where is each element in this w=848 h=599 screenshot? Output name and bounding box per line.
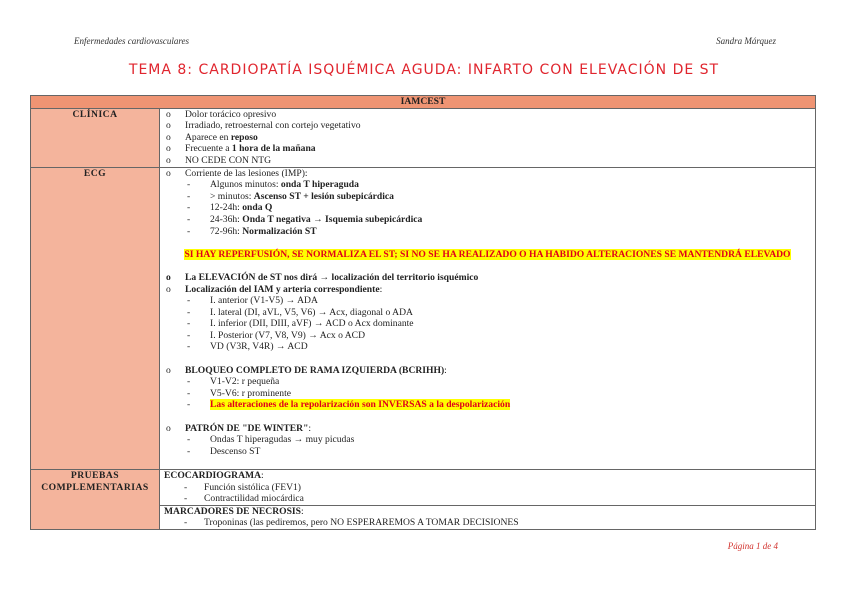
list-item: - Algunos minutos: onda T hiperaguda [164,179,811,191]
table-heading: IAMCEST [31,96,816,109]
header-author: Sandra Márquez [716,36,776,46]
list-item: - V5-V6: r prominente [164,388,811,400]
table-row [31,470,816,506]
list-item: - 12-24h: onda Q [164,202,811,214]
list-item: - I. inferior (DII, DIII, aVF) → ACD o Acx dominante [164,318,811,330]
list-item: o NO CEDE CON NTG [164,155,811,167]
list-item: o Irradiado, retroesternal con cortejo vegetativo [164,120,811,132]
list-item: o BLOQUEO COMPLETO DE RAMA IZQUIERDA (BCRIHH): [164,365,811,377]
list-item: - Las alteraciones de la repolarización son INVERSAS a la despolarización [164,399,811,411]
list-item: o Localización del IAM y arteria correspondiente: [164,284,811,296]
list-item: o Aparece en reposo [164,132,811,144]
page-title: TEMA 8: CARDIOPATÍA ISQUÉMICA AGUDA: INFARTO CON ELEVACIÓN DE ST [128,62,720,78]
header-subject: Enfermedades cardiovasculares [74,36,190,46]
list-item: o Frecuente a 1 hora de la mañana [164,143,811,155]
table-row [31,167,816,469]
list-item: ECOCARDIOGRAMA: [164,470,264,481]
list-item: MARCADORES DE NECROSIS: [164,505,304,517]
list-item: - I. lateral (DI, aVL, V5, V6) → Acx, diagonal o ADA [164,307,811,319]
list-item: - I. Posterior (V7, V8, V9) → Acx o ACD [164,330,811,342]
list-item: - I. anterior (V1-V5) → ADA [164,295,811,307]
reperfusion-alert: SI HAY REPERFUSIÓN, SE NORMALIZA EL ST; SI NO SE HA REALIZADO O HA HABIDO ALTERACIONES SE MANTENDRÁ ELEVADO [184,248,791,260]
list-item: o Corriente de las lesiones (IMP): [164,168,811,180]
list-item: - 24-36h: Onda T negativa → Isquemia subepicárdica [164,214,811,226]
row-label-clinica: CLÍNICA [31,108,160,167]
list-item: - Troponinas (las pediremos, pero NO ESPERAREMOS A TOMAR DECISIONES [184,517,811,529]
page-number: Página 1 de 4 [727,541,778,551]
list-item: o PATRÓN DE "DE WINTER": [164,423,811,435]
list-item: o La ELEVACIÓN de ST nos dirá → localización del territorio isquémico [164,272,811,284]
list-item: - VD (V3R, V4R) → ACD [164,341,811,353]
table-row [31,108,816,167]
list-item: - Contractilidad miocárdica [184,493,811,505]
row-label-ecg: ECG [31,167,160,469]
list-item: - Función sistólica (FEV1) [184,482,811,494]
list-item: - V1-V2: r pequeña [164,376,811,388]
content-table [30,95,816,530]
row-label-pruebas: PRUEBAS COMPLEMENTARIAS [31,470,160,530]
list-item: o Dolor torácico opresivo [164,109,811,121]
list-item: - Descenso ST [164,446,811,458]
list-item: - 72-96h: Normalización ST [164,226,811,238]
list-item: - Ondas T hiperagudas → muy picudas [164,434,811,446]
list-item: - > minutos: Ascenso ST + lesión subepicárdica [164,191,811,203]
